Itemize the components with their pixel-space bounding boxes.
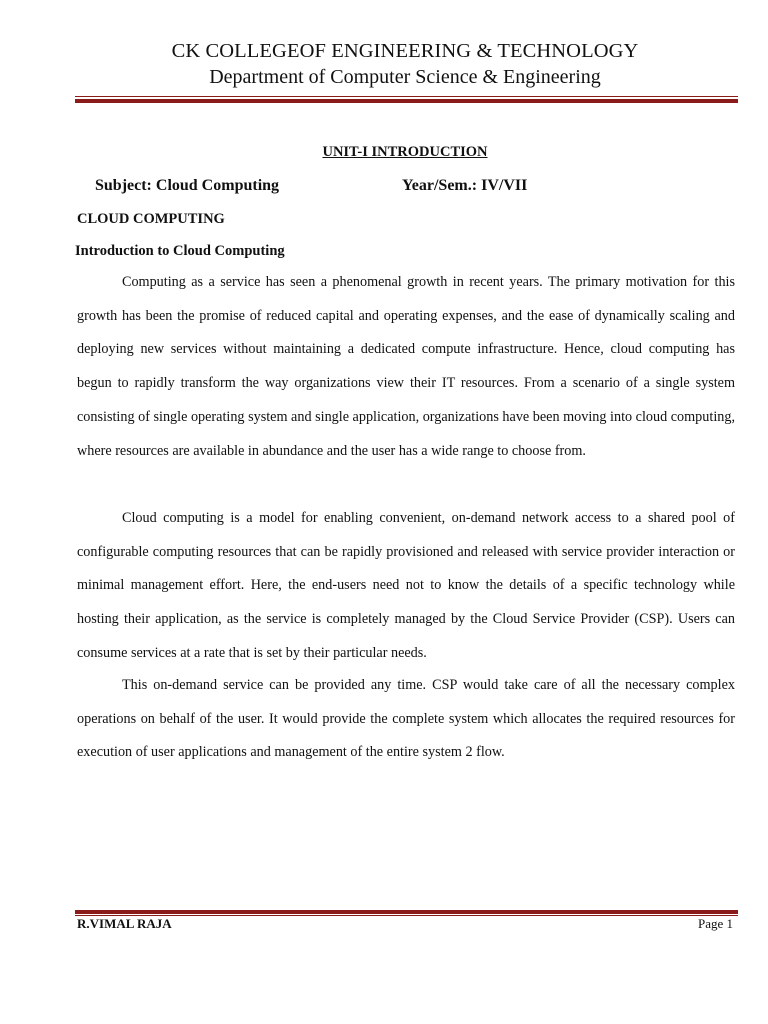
paragraph-3: This on-demand service can be provided any time. CSP would take care of all the necessary complex operations on behalf of the user. It would provide the complete system which allocates the required resources for execution of user applications and management of the entire system 2 flow.: [77, 677, 735, 761]
footer-rule-thin: [75, 915, 738, 916]
footer-page-number: Page 1: [697, 916, 733, 931]
unit-title: UNIT-I INTRODUCTION: [322, 144, 488, 160]
section-heading: CLOUD COMPUTING: [77, 211, 225, 227]
college-name: CK COLLEGEOF ENGINEERING & TECHNOLOGY: [171, 40, 639, 62]
footer-author: R.VIMAL RAJA: [77, 916, 172, 931]
year-sem-label: Year/Sem.: IV/VII: [402, 177, 528, 194]
paragraph-2: Cloud computing is a model for enabling convenient, on-demand network access to a shared pool of configurable computing resources that can be rapidly provisioned and released with service provider interaction or minimal management effort. Here, the end-users need not to know the details of a specific technology while hosting their application, as the service is completely managed by the Cloud Service Provider (CSP). Users can consume services at a rate that is set by their particular needs.: [77, 510, 735, 661]
header-rule-thick: [75, 99, 738, 103]
paragraph-1: Computing as a service has seen a phenomenal growth in recent years. The primary motivation for this growth has been the promise of reduced capital and operating expenses, and the ease of dynamically scaling and deploying new services without maintaining a dedicated compute infrastructure. Hence, cloud computing has begun to rapidly transform the way organizations view their IT resources. From a scenario of a single system consisting of single operating system and single application, organizations have been moving into cloud computing, where resources are available in abundance and the user has a wide range to choose from.: [77, 274, 735, 459]
footer-rule-thick: [75, 910, 738, 914]
subject-label: Subject: Cloud Computing: [95, 177, 280, 194]
subsection-heading: Introduction to Cloud Computing: [75, 243, 285, 259]
department-name: Department of Computer Science & Engineering: [209, 66, 601, 88]
header-rule-thin: [75, 96, 738, 97]
